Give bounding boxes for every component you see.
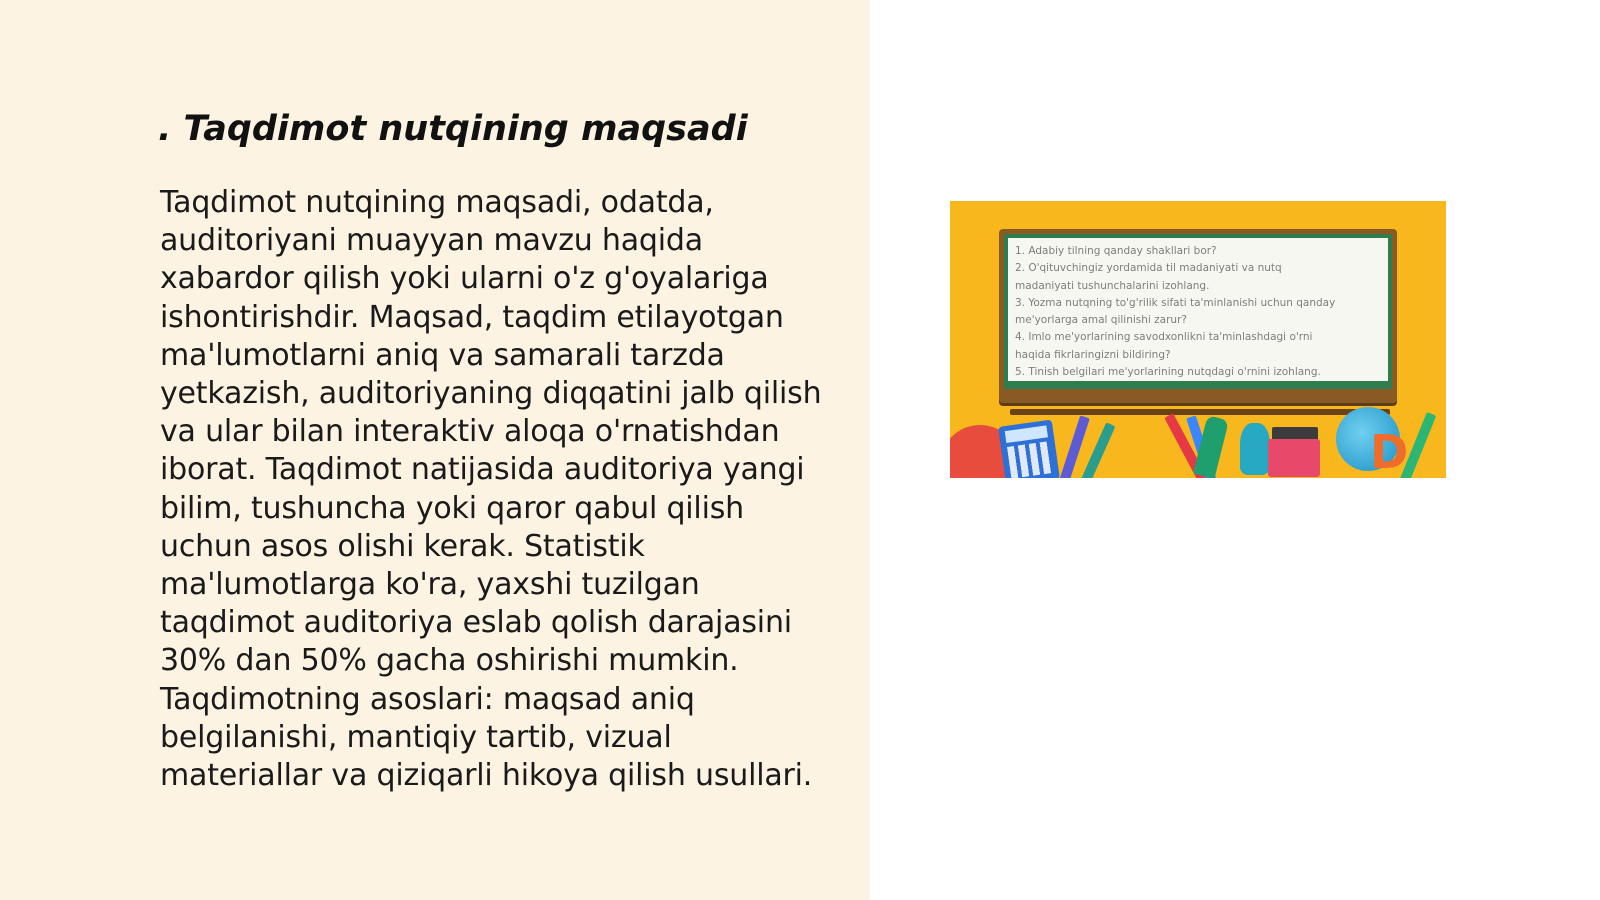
calculator-screen <box>1005 425 1048 443</box>
body-line: iborat. Taqdimot natijasida auditoriya yangi <box>160 452 805 488</box>
body-line: uchun asos olishi kerak. Statistik <box>160 528 645 564</box>
body-line: Taqdimotning asoslari: maqsad aniq <box>160 681 695 717</box>
chalkboard-frame <box>999 229 1397 403</box>
board-question-sheet <box>1008 238 1388 381</box>
board-question-line: 3. Yozma nutqning to'g'rilik sifati ta'minlanishi uchun qanday <box>1015 296 1336 309</box>
body-line: bilim, tushuncha yoki qaror qabul qilish <box>160 490 744 526</box>
body-line: materiallar va qiziqarli hikoya qilish usullari. <box>160 758 813 794</box>
calculator-icon <box>998 420 1060 478</box>
body-line: ma'lumotlarni aniq va samarali tarzda <box>160 337 725 373</box>
letter-block-icon: D <box>1370 425 1409 478</box>
board-question-line: 5. Tinish belgilari me'yorlarining nutqdagi o'rnini izohlang. <box>1015 366 1321 379</box>
slide-body-text <box>160 184 832 795</box>
chalkboard <box>1004 234 1392 389</box>
classroom-illustration <box>950 201 1446 478</box>
body-line: 30% dan 50% gacha oshirishi mumkin. <box>160 643 739 679</box>
body-line: Taqdimot nutqining maqsadi, odatda, <box>160 185 714 220</box>
body-line: xabardor qilish yoki ularni o'z g'oyalariga <box>160 261 769 297</box>
board-question-line: 1. Adabiy tilning qanday shakllari bor? <box>1015 245 1217 257</box>
board-question-line: 2. O'qituvchingiz yordamida til madaniyati va nutq <box>1015 262 1282 275</box>
body-line: va ular bilan interaktiv aloqa o'rnatishdan <box>160 414 780 450</box>
board-question-line: madaniyati tushunchalarini izohlang. <box>1015 279 1210 292</box>
slide-title: . Taqdimot nutqining maqsadi <box>158 109 748 149</box>
body-line: taqdimot auditoriya eslab qolish darajasini <box>160 605 792 641</box>
board-question-line: 4. Imlo me'yorlarining savodxonlikni ta'minlashdagi o'rni <box>1015 331 1313 344</box>
calculator-keys <box>1007 441 1053 478</box>
body-line: ishontirishdir. Maqsad, taqdim etilayotgan <box>160 299 784 335</box>
flask-icon <box>1240 423 1270 475</box>
board-question-line: me'yorlarga amal qilinishi zarur? <box>1015 314 1187 327</box>
body-line: belgilanishi, mantiqiy tartib, vizual <box>160 719 672 755</box>
chalk-tray <box>1010 409 1390 415</box>
body-line: yetkazish, auditoriyaning diqqatini jalb qilish <box>160 376 822 412</box>
board-question-line: haqida fikrlaringizni bildiring? <box>1015 348 1171 361</box>
book-icon <box>1268 439 1320 477</box>
body-line: ma'lumotlarga ko'ra, yaxshi tuzilgan <box>160 567 700 603</box>
body-line: auditoriyani muayyan mavzu haqida <box>160 223 703 259</box>
